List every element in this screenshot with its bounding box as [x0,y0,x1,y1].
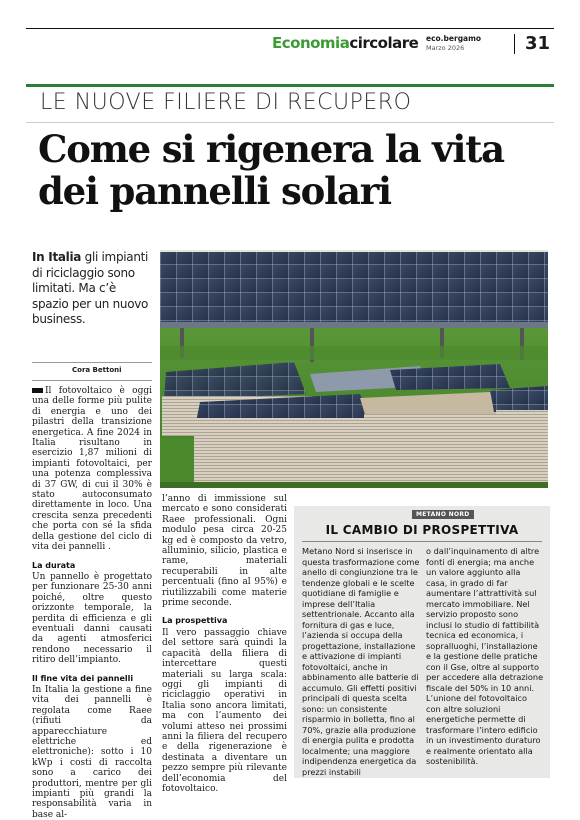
headline-line-1: Come si rigenera la vita [38,127,504,171]
publication-name: eco.bergamo [426,34,482,43]
header-rule [26,28,554,29]
article-paragraph: l’anno di immissione sul mercato e sono considerati Raee professionali. Ogni modulo pesa circa 20-25 kg ed è composto da vetro, alluminio, silicio, plastica e rame, materiali recuperabili in alte percentuali (fino al 95%) e riutilizzabili come materie prime seconde. [162,494,287,609]
article-paragraph: Un pannello è progettato per funzionare 25-30 anni poiché, oltre questo orizzonte temporale, la perdita di efficienza e gli eventuali danni causati da agenti atmosferici rendono necessario il ritiro dell’impianto. [32,571,152,666]
subheading-prospettiva: La prospettiva [162,616,228,626]
intro-text: Il fotovoltaico è oggi una delle forme più pulite di energia e uno dei pilastri della transizione energetica. A fine 2024 in Italia risultano in esercizio 1,87 milioni di impianti fotovoltaici, per una potenza complessiva di 37 GW, di cui il 30% è stato autoconsumato direttamente in loco. Una crescita senza precedenti che porta con sé la sfida della gestione del ciclo di vita dei pannelli . [32,386,152,553]
article-column-2 [162,494,287,804]
author-byline: Cora Bettoni [72,366,122,374]
headline-line-2: dei pannelli solari [38,169,391,213]
page-number: 31 [524,33,550,54]
author-rule-top [32,362,152,363]
article-paragraph: Il vero passaggio chiave del settore sarà quindi la capacità della filiera di intercettare questi materiali su larga scala: oggi gli impianti di riciclaggio operativi in Italia sono ancora limitati, ma con l’aumento dei volumi atteso nei prossimi anni la filiera del recupero e della rigenerazione è destinata a diventare un pezzo sempre più rilevante dell’economia del fotovoltaico. [162,627,287,794]
box-tag: METANO NORD [412,510,474,519]
subheading-fine-vita: Il fine vita dei pannelli [32,673,134,683]
box-column-left: Metano Nord si inserisce in questa trasformazione come anello di congiunzione tra le tendenze globali e le scelte quotidiane di famiglie e imprese dell’Italia settentrionale. Accanto alla fornitura di gas e luce, l’azienda si occupa della progettazione, installazione e attivazione di impianti fotovoltaici, anche in abbinamento alle batterie di accumulo. Gli effetti positivi principali di questa scelta sono: un consistente risparmio in bolletta, fino al 70%, grazie alla produzione di energia pulita e prodotta localmente; una maggiore indipendenza energetica da prezzi instabili [302,546,420,777]
summary-lead: In Italia [32,250,82,264]
article-headline [38,128,558,212]
kicker-rule [26,84,554,87]
article-kicker: LE NUOVE FILIERE DI RECUPERO [40,90,412,115]
section-name [272,34,418,52]
article-column-1 [32,386,152,820]
sidebar-box [294,506,550,778]
kicker-underline [26,122,554,123]
box-title: IL CAMBIO DI PROSPETTIVA [325,523,519,537]
article-summary [32,250,152,328]
publication-date: Marzo 2026 [426,44,465,52]
solar-panels-illustration [160,250,548,488]
paragraph-marker-icon [32,388,43,393]
section-name-part2: circolare [349,34,419,52]
article-paragraph [32,386,152,553]
article-paragraph: In Italia la gestione a fine vita dei pannelli è regolata come Raee (rifiuti da apparecchiature elettriche ed elettroniche): sotto i 10 kWp i costi di raccolta sono a carico dei produttori, mentre per gli impianti più grandi la responsabilità varia in base al- [32,684,152,820]
author-rule-bottom [32,380,152,381]
header-divider [514,34,515,54]
box-rule [302,541,542,542]
subheading-durata: La durata [32,560,76,570]
box-column-right: o dall’inquinamento di altre fonti di energia; ma anche un valore aggiunto alla casa, in grado di far aumentare l’attrattività sul mercato immobiliare. Nel servizio proposto sono inclusi lo studio di fattibilità tecnica ed economica, i sopralluoghi, l’installazione e la gestione delle pratiche con il Gse, oltre al supporto per accedere alla detrazione fiscale del 50% in 10 anni. L’unione del fotovoltaico con altre soluzioni energetiche permette di trasformare l’intero edificio in un investimento duraturo e realmente orientato alla sostenibilità. [426,546,544,766]
summary-text: gli impianti di riciclaggio sono limitati. Ma c’è spazio per un nuovo business. [32,250,149,326]
section-name-part1: Economia [272,34,350,52]
page-header [26,34,554,54]
solar-panels-photo [160,250,548,488]
